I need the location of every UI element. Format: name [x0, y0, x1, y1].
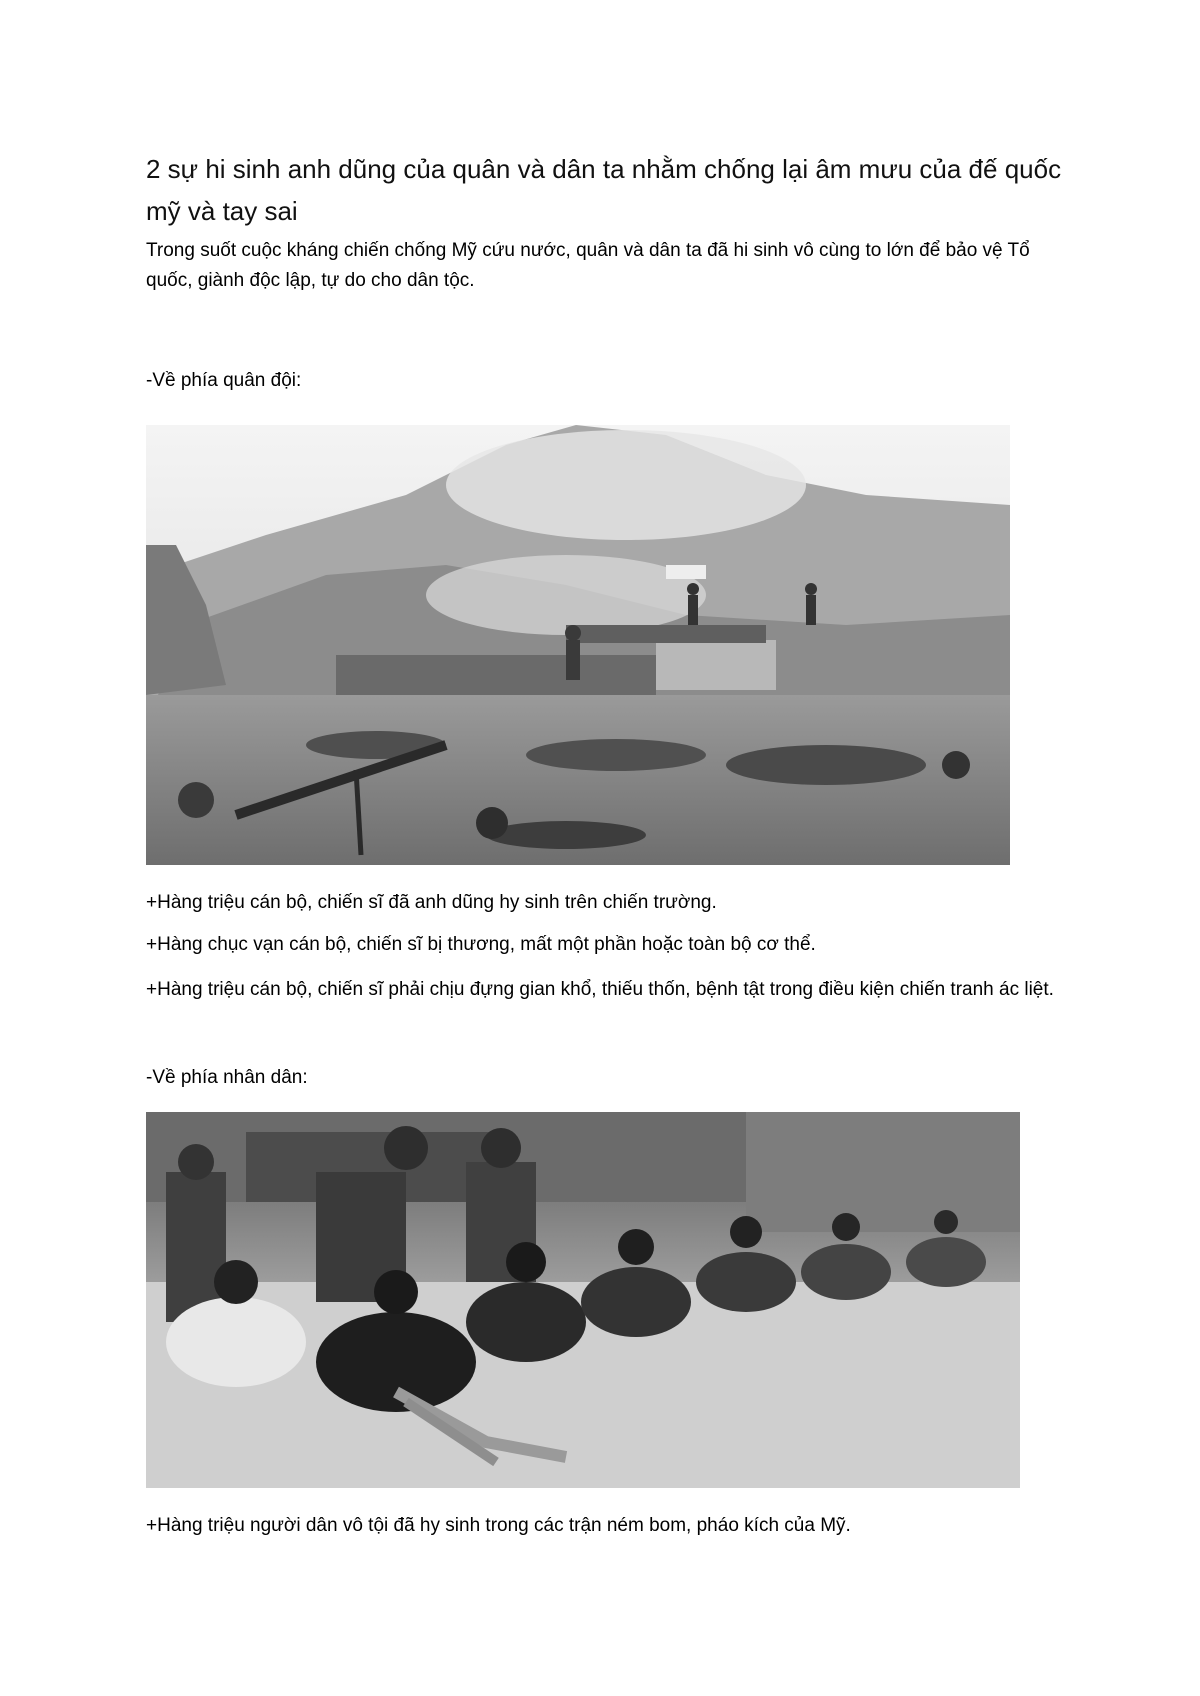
army-item-2: +Hàng chục vạn cán bộ, chiến sĩ bị thương, mất một phần hoặc toàn bộ cơ thể. — [146, 934, 816, 955]
army-section-heading: -Về phía quân đội: — [146, 370, 302, 391]
battlefield-photo — [146, 425, 1010, 865]
army-item-1: +Hàng triệu cán bộ, chiến sĩ đã anh dũng hy sinh trên chiến trường. — [146, 892, 717, 913]
people-section-heading: -Về phía nhân dân: — [146, 1067, 308, 1088]
people-item-1: +Hàng triệu người dân vô tội đã hy sinh trong các trận ném bom, pháo kích của Mỹ. — [146, 1515, 851, 1536]
army-item-3: +Hàng triệu cán bộ, chiến sĩ phải chịu đựng gian khổ, thiếu thốn, bệnh tật trong điều kiện chiến tranh ác liệt. — [146, 979, 1054, 1000]
civilians-photo — [146, 1112, 1020, 1488]
document-title: 2 sự hi sinh anh dũng của quân và dân ta nhằm chống lại âm mưu của đế quốc mỹ và tay sai — [146, 154, 1062, 226]
intro-paragraph: Trong suốt cuộc kháng chiến chống Mỹ cứu nước, quân và dân ta đã hi sinh vô cùng to lớn để bảo vệ Tổ quốc, giành độc lập, tự do cho dân tộc. — [146, 240, 1030, 291]
